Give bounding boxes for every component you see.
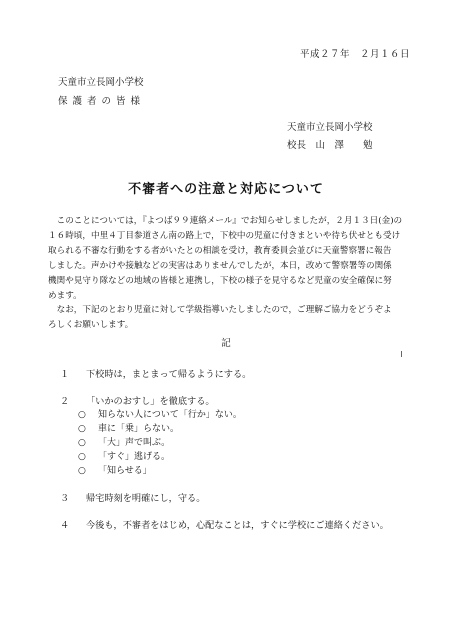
item-number: ２ [60, 396, 70, 407]
sub-item-text: 知らない人について「行か」ない。 [98, 410, 242, 420]
scan-speck [401, 351, 402, 357]
item-text: 今後も，不審者をはじめ，心配なことは，すぐに学校にご連絡ください。 [86, 520, 389, 531]
sub-item-text: 「すぐ」逃げる。 [98, 452, 171, 462]
list-item-1 [60, 366, 251, 380]
sub-item-text: 車に「乗」らない。 [98, 424, 180, 434]
list-item-2 [60, 393, 215, 407]
document-title: 不審者への注意と対応について [128, 182, 324, 197]
circle-bullet-icon: ○ [78, 466, 86, 476]
sub-item-text: 「大」声で叫ぶ。 [98, 438, 171, 448]
body-line: なお，下記のとおり児童に対して学級指導いたしましたので，ご理解ご協力をどうぞよ [48, 305, 392, 316]
recipient-school: 天童市立長岡小学校 [58, 77, 144, 88]
circle-bullet-icon: ○ [78, 452, 86, 462]
body-line: めます。 [48, 290, 82, 301]
circle-bullet-icon: ○ [78, 410, 86, 420]
sub-item-text: 「知らせる」 [98, 466, 152, 476]
sub-item-5 [78, 463, 152, 476]
sender-principal: 校長 山 澤 勉 [287, 140, 373, 151]
list-item-3 [60, 490, 205, 504]
sub-item-4 [78, 449, 170, 462]
item-number: ３ [60, 493, 70, 504]
sub-item-1 [78, 407, 242, 420]
body-text [48, 214, 420, 333]
document-date: 平成２７年 ２月１６日 [299, 49, 410, 60]
body-line: １６時頃，中里４丁目参道さん南の路上で，下校中の児童に付きまといや待ち伏せとも受け [48, 230, 401, 241]
item-number: １ [60, 369, 70, 380]
circle-bullet-icon: ○ [78, 424, 86, 434]
sender-school: 天童市立長岡小学校 [287, 122, 373, 133]
body-line: 取られる不審な行動をする者がいたとの相談を受け，教育委員会並びに天童警察署に報告 [48, 245, 392, 256]
item-text: 「いかのおすし」を徹底する。 [86, 396, 215, 407]
circle-bullet-icon: ○ [78, 438, 86, 448]
item-text: 帰宅時刻を明確にし，守る。 [86, 493, 206, 504]
sub-item-3 [78, 435, 170, 448]
item-number: ４ [60, 520, 70, 531]
body-line: しました。声かけや接触などの実害はありませんでしたが，本日，改めて警察署等の関係 [48, 260, 392, 271]
recipient-group: 保護者の皆様 [58, 96, 146, 107]
list-item-4 [60, 517, 389, 531]
body-line: このことについては，『よつば９９連絡メール』でお知らせしましたが，２月１３日(金)の [48, 216, 403, 226]
body-line: ろしくお願いします。 [48, 320, 134, 331]
sub-item-2 [78, 421, 179, 434]
item-text: 下校時は，まとまって帰るようにする。 [86, 369, 252, 380]
body-line: 機関や見守り隊などの地域の皆様と連携し，下校の様子を見守るなど児童の安全確保に努 [48, 275, 392, 286]
ki-heading: 記 [221, 338, 231, 349]
